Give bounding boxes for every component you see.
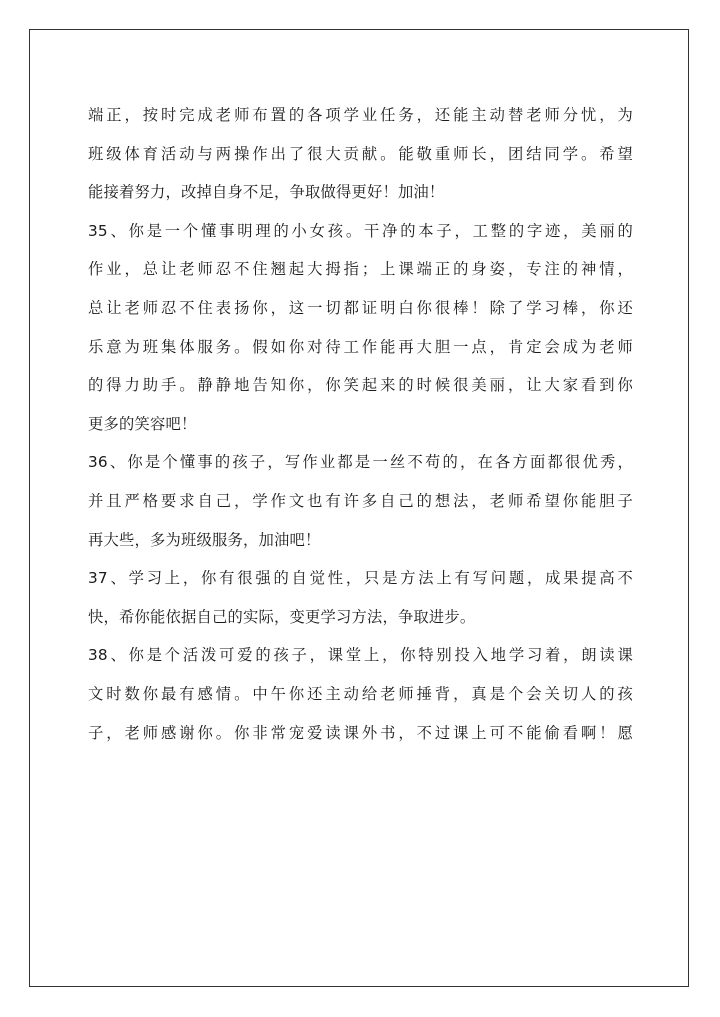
text-line: 文时数你最有感情。中午你还主动给老师捶背，真是个会关切人的孩 (88, 684, 633, 703)
text-line: 36、你是个懂事的孩子，写作业都是一丝不苟的，在各方面都很优秀， (88, 453, 633, 472)
text-line: 端正，按时完成老师布置的各项学业任务，还能主动替老师分忧，为 (88, 106, 633, 124)
text-line: 作业，总让老师忍不住翘起大拇指；上课端正的身姿，专注的神情， (88, 260, 633, 279)
text-line: 并且严格要求自己，学作文也有许多自己的想法，老师希望你能胆子 (88, 491, 633, 510)
text-line: 再大些，多为班级服务，加油吧！ (88, 530, 321, 549)
document-body (88, 96, 633, 752)
text-line: 总让老师忍不住表扬你，这一切都证明白你很棒！除了学习棒，你还 (88, 298, 633, 317)
text-line: 37、学习上，你有很强的自觉性，只是方法上有写问题，成果提高不 (88, 569, 633, 588)
text-line: 子，老师感谢你。你非常宠爱读课外书，不过课上可不能偷看啊！愿 (88, 723, 633, 742)
text-line: 乐意为班集体服务。假如你对待工作能再大胆一点，肯定会成为老师 (88, 337, 633, 356)
text-line: 更多的笑容吧！ (88, 414, 197, 433)
text-line: 38、你是个活泼可爱的孩子，课堂上，你特别投入地学习着，朗读课 (88, 646, 633, 665)
text-line: 快，希你能依据自己的实际，变更学习方法，争取进步。 (88, 607, 476, 626)
text-line: 35、你是一个懂事明理的小女孩。干净的本子，工整的字迹，美丽的 (88, 221, 633, 240)
text-line: 能接着努力，改掉自身不足，争取做得更好！加油！ (88, 183, 445, 202)
text-line: 班级体育活动与两操作出了很大贡献。能敬重师长，团结同学。希望 (88, 144, 633, 163)
text-line: 的得力助手。静静地告知你，你笑起来的时候很美丽，让大家看到你 (88, 376, 633, 395)
